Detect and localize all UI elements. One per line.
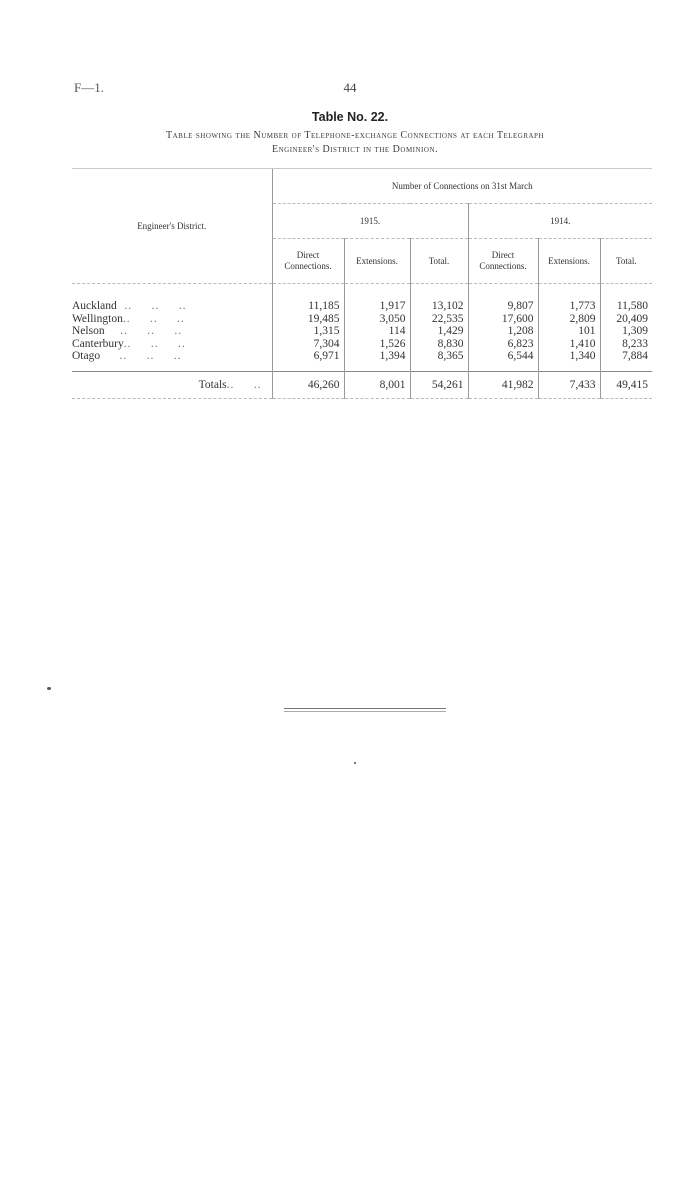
district-name <box>72 338 272 351</box>
cell-total-1915: 1,429 <box>410 325 468 338</box>
table-caption <box>80 129 630 157</box>
total-total-1914: 49,415 <box>600 371 652 398</box>
cell-direct-1915: 7,304 <box>272 338 344 351</box>
total-direct-1915: 46,260 <box>272 371 344 398</box>
leader-dots: .. .. .. <box>100 350 182 362</box>
leader-dots: .. .. .. <box>104 325 183 337</box>
spacer-cell <box>410 363 468 372</box>
table-title: Table No. 22. <box>311 110 389 124</box>
cell-extensions-1914: 1,773 <box>538 284 600 313</box>
direct-header-line2: Connections. <box>479 261 527 271</box>
spacer-cell <box>600 363 652 372</box>
extensions-header-1915: Extensions. <box>344 239 410 284</box>
table-body <box>72 284 652 399</box>
district-label: Otago <box>72 350 101 362</box>
total-total-1915: 54,261 <box>410 371 468 398</box>
total-header-1915: Total. <box>410 239 468 284</box>
leader-dots: .. .. .. <box>122 312 185 325</box>
table-row <box>72 338 652 351</box>
scan-speck <box>47 687 51 690</box>
cell-extensions-1914: 1,340 <box>538 350 600 363</box>
leader-dots: .. .. <box>226 378 262 391</box>
spacer-cell <box>344 363 410 372</box>
district-label: Wellington <box>72 312 123 325</box>
district-label: Auckland <box>72 300 117 312</box>
spacer-cell <box>468 363 538 372</box>
header-row-group <box>72 169 652 204</box>
table-row <box>72 350 652 363</box>
leader-dots: .. .. .. <box>123 337 186 350</box>
totals-row <box>72 371 652 398</box>
cell-extensions-1914: 1,410 <box>538 338 600 351</box>
cell-total-1914: 20,409 <box>600 313 652 326</box>
district-name <box>72 350 272 363</box>
direct-header-line2: Connections. <box>284 261 332 271</box>
district-column-label: Engineer's District. <box>137 220 207 231</box>
direct-header-line1: Direct <box>491 250 515 260</box>
cell-total-1914: 8,233 <box>600 338 652 351</box>
cell-direct-1915: 1,315 <box>272 325 344 338</box>
scan-speck <box>354 762 356 764</box>
spacer-cell <box>538 363 600 372</box>
connections-table <box>72 168 652 399</box>
direct-connections-header-1914 <box>468 239 538 284</box>
table-row <box>72 313 652 326</box>
district-name <box>72 325 272 338</box>
cell-direct-1914: 1,208 <box>468 325 538 338</box>
district-column-header <box>72 169 272 284</box>
cell-total-1914: 7,884 <box>600 350 652 363</box>
cell-direct-1915: 11,185 <box>272 284 344 313</box>
cell-direct-1915: 19,485 <box>272 313 344 326</box>
table-caption-line-2: Engineer's District in the Dominion. <box>271 144 438 155</box>
cell-direct-1914: 6,544 <box>468 350 538 363</box>
cell-total-1915: 8,830 <box>410 338 468 351</box>
total-extensions-1914: 7,433 <box>538 371 600 398</box>
table-caption-line-1: Table showing the Number of Telephone-exchange Connections at each Telegraph <box>165 130 544 141</box>
page-number: 44 <box>343 80 357 95</box>
section-rule <box>284 708 446 712</box>
cell-total-1914: 11,580 <box>600 284 652 313</box>
cell-direct-1914: 9,807 <box>468 284 538 313</box>
district-name <box>72 284 272 313</box>
district-name <box>72 313 272 326</box>
cell-extensions-1915: 114 <box>344 325 410 338</box>
cell-extensions-1915: 3,050 <box>344 313 410 326</box>
cell-total-1915: 13,102 <box>410 284 468 313</box>
total-extensions-1915: 8,001 <box>344 371 410 398</box>
totals-label-cell <box>72 371 272 398</box>
spacer-cell <box>72 363 272 372</box>
page-reference: F—1. <box>74 80 104 95</box>
district-label: Nelson <box>72 325 105 337</box>
leader-dots: .. .. .. <box>116 300 187 312</box>
cell-total-1914: 1,309 <box>600 325 652 338</box>
cell-extensions-1914: 101 <box>538 325 600 338</box>
cell-direct-1915: 6,971 <box>272 350 344 363</box>
cell-extensions-1914: 2,809 <box>538 313 600 326</box>
cell-direct-1914: 17,600 <box>468 313 538 326</box>
connections-group-header: Number of Connections on 31st March <box>272 169 652 204</box>
total-header-1914: Total. <box>600 239 652 284</box>
direct-header-line1: Direct <box>296 250 320 260</box>
spacer-row <box>72 363 652 372</box>
extensions-header-1914: Extensions. <box>538 239 600 284</box>
district-label: Canterbury <box>72 337 124 350</box>
total-direct-1914: 41,982 <box>468 371 538 398</box>
year-header-1915: 1915. <box>272 204 468 239</box>
direct-connections-header-1915 <box>272 239 344 284</box>
cell-total-1915: 8,365 <box>410 350 468 363</box>
totals-label: Totals <box>198 378 227 391</box>
table-row <box>72 325 652 338</box>
cell-extensions-1915: 1,394 <box>344 350 410 363</box>
table-row <box>72 284 652 313</box>
cell-extensions-1915: 1,526 <box>344 338 410 351</box>
year-header-1914: 1914. <box>468 204 652 239</box>
spacer-cell <box>272 363 344 372</box>
cell-direct-1914: 6,823 <box>468 338 538 351</box>
cell-total-1915: 22,535 <box>410 313 468 326</box>
cell-extensions-1915: 1,917 <box>344 284 410 313</box>
